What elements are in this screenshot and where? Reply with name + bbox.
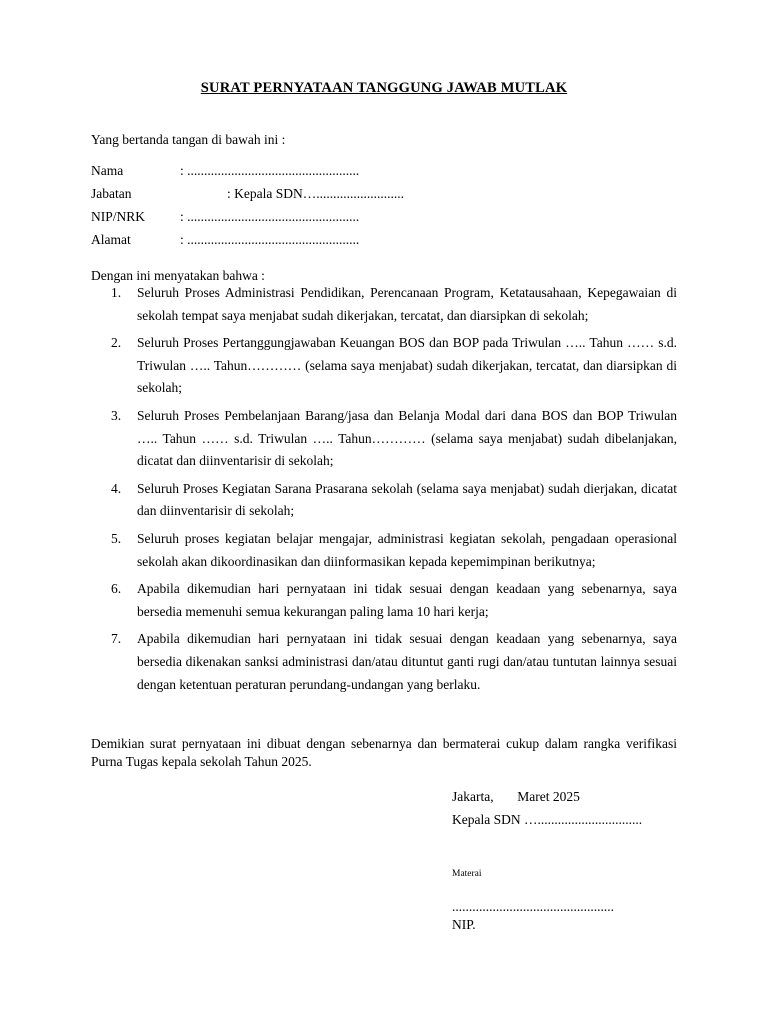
statement-number: 5.	[111, 530, 122, 546]
signature-nip: NIP.	[452, 917, 476, 932]
statement-item	[91, 405, 677, 473]
statement-list	[91, 282, 677, 701]
document-title: SURAT PERNYATAAN TANGGUNG JAWAB MUTLAK	[200, 80, 568, 96]
statement-item	[91, 528, 677, 573]
materai-label: Materai	[452, 869, 482, 879]
statement-text: Apabila dikemudian hari pernyataan ini tidak sesuai dengan keadaan yang sebenarnya, saya bersedia dikenakan sanksi administrasi dan/atau dituntut ganti rugi dan/atau tuntutan lainnya sesuai dengan ketentuan peraturan perundang-undangan yang berlaku.	[137, 631, 677, 692]
statement-number: 3.	[111, 407, 122, 423]
declaration-intro: Dengan ini menyatakan bahwa :	[91, 268, 265, 283]
statement-text: Seluruh Proses Pembelanjaan Barang/jasa dan Belanja Modal dari dana BOS dan BOP Triwulan ….. Tahun …… s.d. Triwulan ….. Tahun………… (selama saya menjabat) sudah dibelanjakan, dicatat dan diinventarisir di sekolah;	[137, 407, 677, 469]
statement-item	[91, 578, 677, 623]
statement-number: 1.	[111, 285, 122, 300]
statement-number: 6.	[111, 581, 122, 597]
identity-value: : Kepala SDN…..........................	[227, 186, 404, 201]
statement-item	[91, 478, 677, 523]
statement-item	[91, 282, 677, 327]
identity-label: NIP/NRK	[91, 209, 146, 224]
identity-label: Jabatan	[91, 186, 132, 201]
identity-value: : ...................................................	[180, 209, 360, 224]
statement-text: Seluruh proses kegiatan belajar mengajar, administrasi kegiatan sekolah, pengadaan operasional sekolah akan dikoordinasikan dan diinformasikan kepada kepemimpinan berikutnya;	[137, 530, 677, 569]
signature-place-date: Jakarta, Maret 2025	[452, 789, 580, 804]
intro-text: Yang bertanda tangan di bawah ini :	[91, 132, 286, 147]
identity-label: Alamat	[91, 232, 131, 247]
statement-number: 7.	[111, 631, 122, 647]
statement-text: Seluruh Proses Administrasi Pendidikan, Perencanaan Program, Ketatausahaan, Kepegawaian di sekolah tempat saya menjabat sudah dikerjakan, tercatat, dan diarsipkan di sekolah;	[137, 285, 677, 323]
identity-label: Nama	[91, 163, 124, 178]
statement-text: Apabila dikemudian hari pernyataan ini tidak sesuai dengan keadaan yang sebenarnya, saya bersedia memenuhi semua kekurangan paling lama 10 hari kerja;	[137, 581, 677, 619]
identity-value: : ...................................................	[180, 163, 360, 178]
identity-value: : ...................................................	[180, 232, 360, 247]
signature-position: Kepala SDN …...............................	[452, 812, 643, 827]
closing-paragraph: Demikian surat pernyataan ini dibuat dengan sebenarnya dan bermaterai cukup dalam rangka verifikasi Purna Tugas kepala sekolah Tahun 2025.	[91, 736, 677, 769]
signature-name-line: ................................................	[452, 899, 614, 914]
statement-number: 4.	[111, 480, 122, 496]
statement-text: Seluruh Proses Kegiatan Sarana Prasarana sekolah (selama saya menjabat) sudah dierjakan, dicatat dan diinventarisir di sekolah;	[137, 480, 677, 519]
statement-item	[91, 332, 677, 400]
statement-number: 2.	[111, 335, 122, 351]
statement-item	[91, 628, 677, 696]
statement-text: Seluruh Proses Pertanggungjawaban Keuangan BOS dan BOP pada Triwulan ….. Tahun …… s.d. Triwulan ….. Tahun………… (selama saya menjabat) sudah dikerjakan, tercatat, dan diarsipkan di sekolah;	[137, 335, 677, 396]
